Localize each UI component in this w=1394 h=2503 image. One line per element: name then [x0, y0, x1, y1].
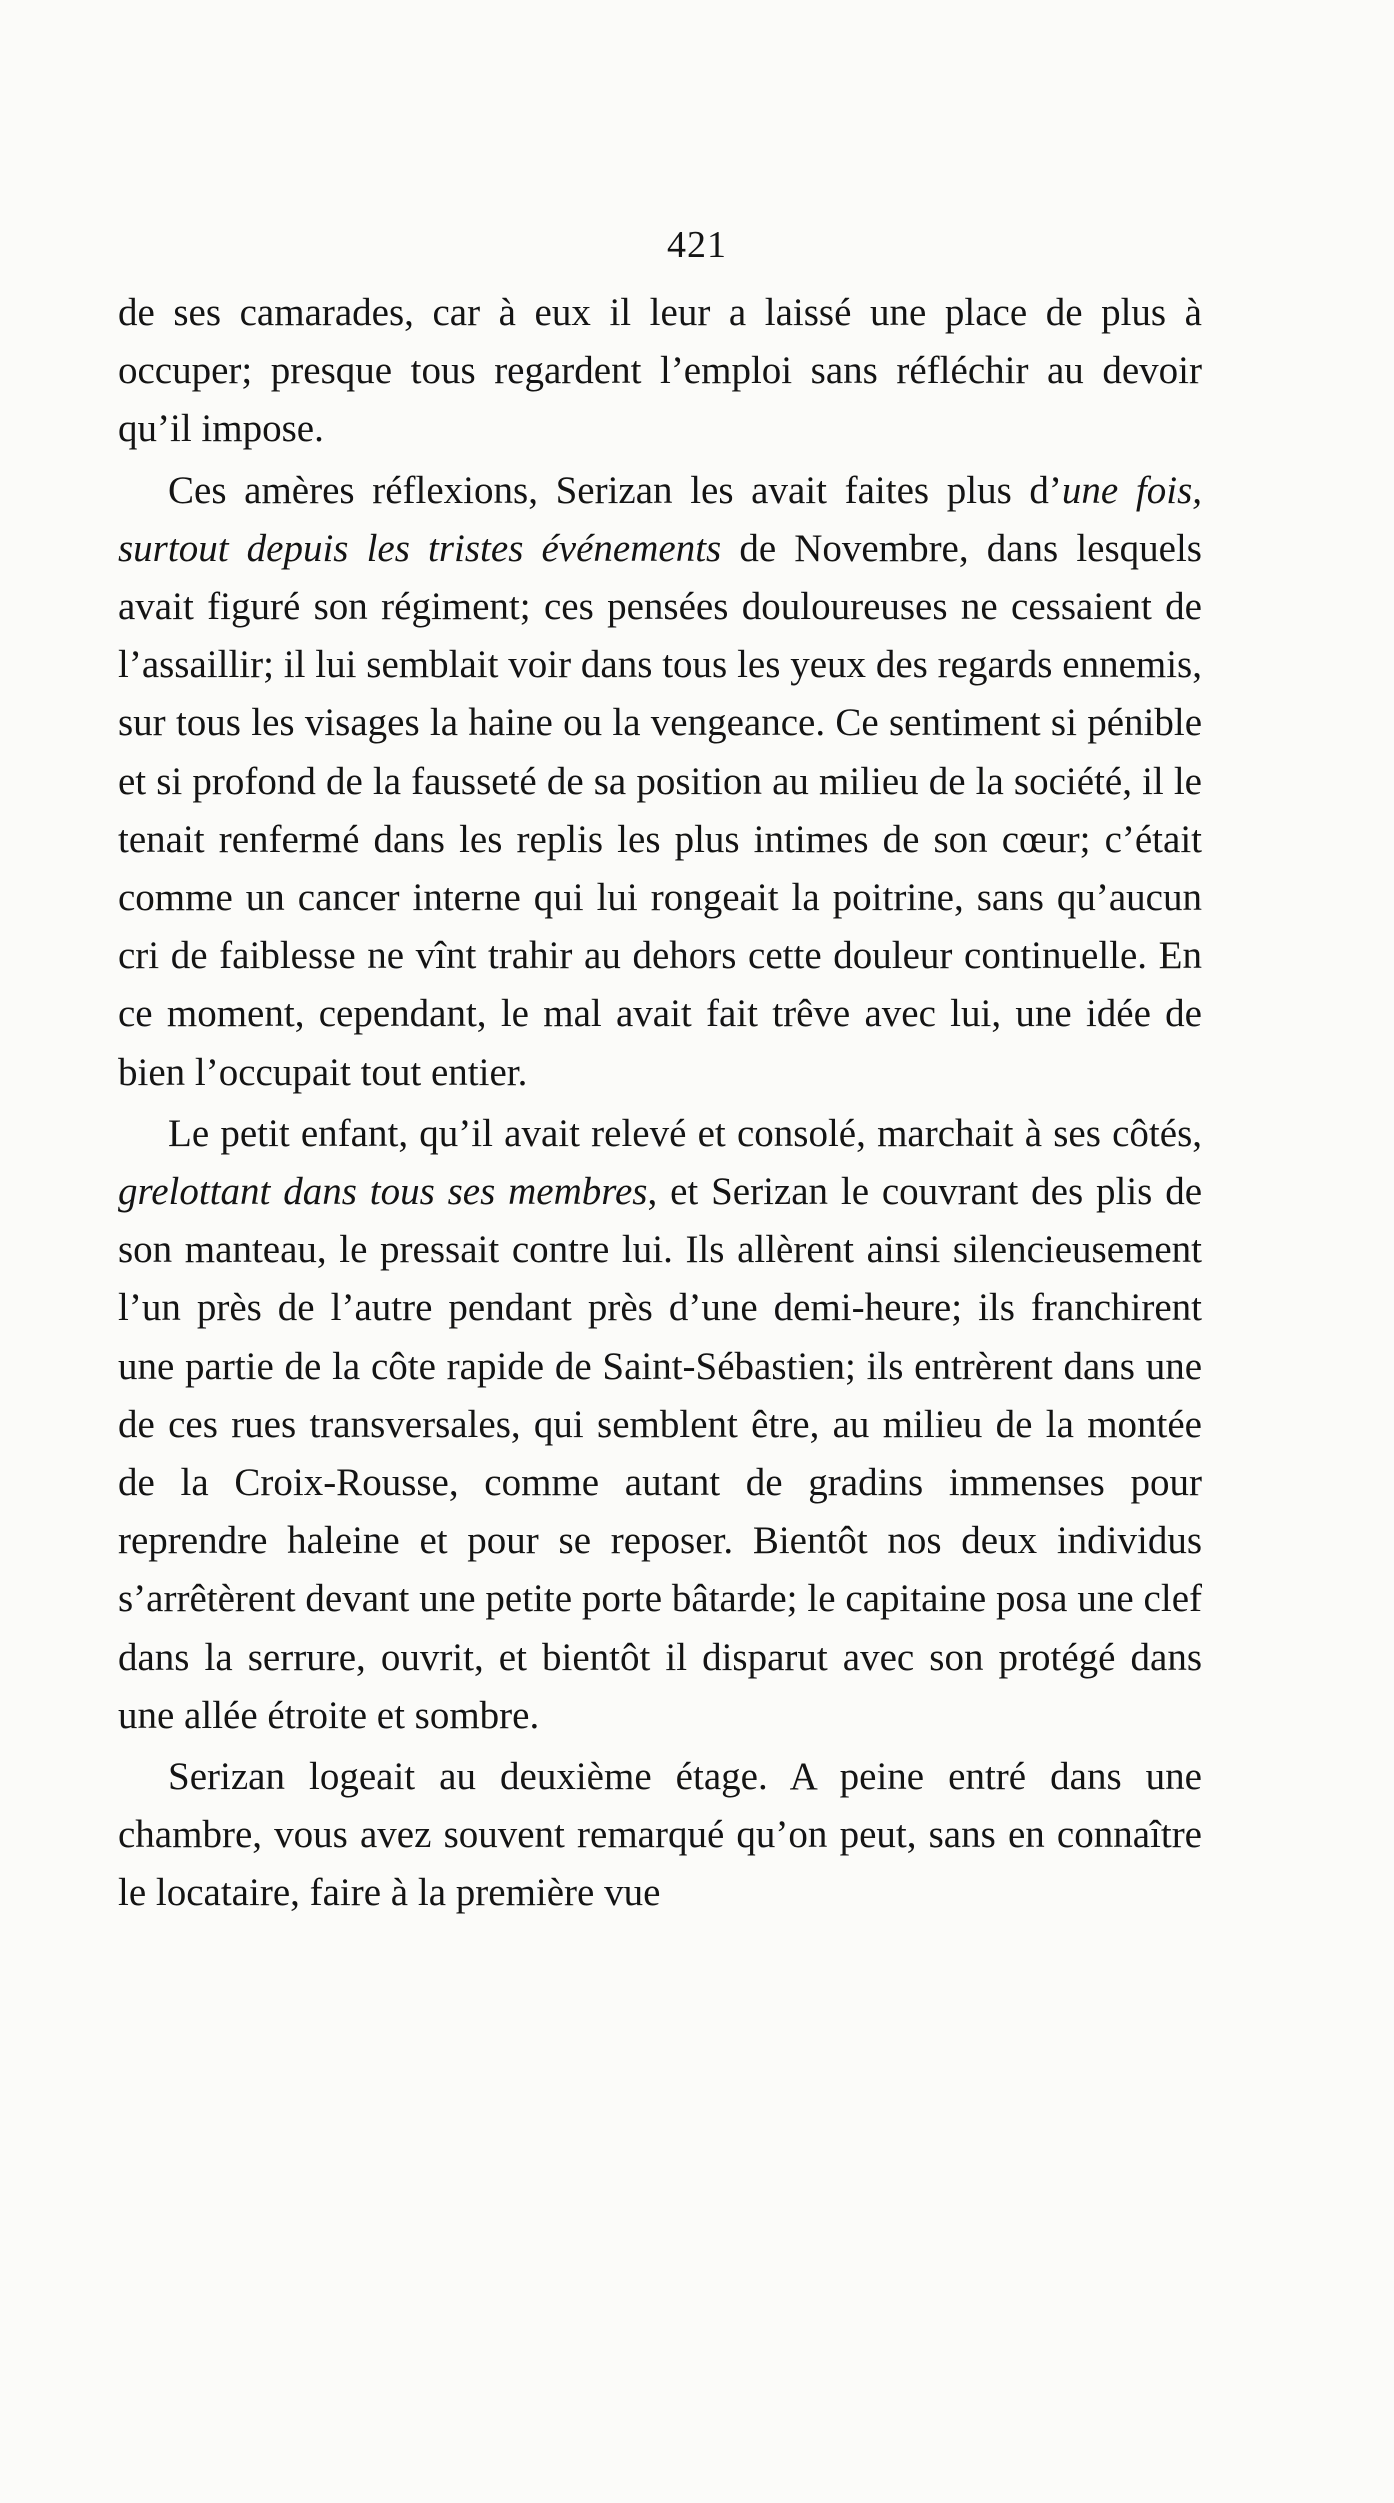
- paragraph-text-start: Le petit enfant, qu’il avait relevé et consolé, marchait à ses côtés,: [168, 1111, 1202, 1155]
- paragraph-text: Serizan logeait au deuxième étage. A peine entré dans une chambre, vous avez souvent remarqué qu’on peut, sans en connaître le locataire, faire à la première vue: [118, 1755, 1202, 1915]
- paragraph-reflections: [118, 462, 1202, 1102]
- paragraph-italic-phrase: grelottant dans tous ses membres: [118, 1170, 648, 1214]
- paragraph-continuation: [118, 284, 1202, 459]
- paragraph-text: de ses camarades, car à eux il leur a laissé une place de plus à occuper; presque tous regardent l’emploi sans réfléchir au devoir qu’il impose.: [118, 291, 1202, 451]
- body-text: [118, 284, 1202, 1923]
- paragraph-text-start: Ces amères réflexions, Serizan les avait faites plus d’: [168, 468, 1062, 512]
- paragraph-text-end: de Novembre, dans lesquels avait figuré son régiment; ces pensées douloureuses ne cessaient de l’assaillir; il lui semblait voir dans tous les yeux des regards ennemis, sur tous les visages la haine ou la vengeance. Ce sentiment si pénible et si profond de la fausseté de sa position au milieu de la société, il le tenait renfermé dans les replis les plus intimes de son cœur; c’était comme un cancer interne qui lui rongeait la poitrine, sans qu’aucun cri de faiblesse ne vînt trahir au dehors cette douleur continuelle. En ce moment, cependant, le mal avait fait trêve avec lui, une idée de bien l’occupait tout entier.: [118, 526, 1202, 1094]
- page-number: 421: [667, 224, 727, 266]
- paragraph-lodging: [118, 1748, 1202, 1923]
- paragraph-italic-phrase: une fois, surtout depuis les tristes événements: [118, 468, 1202, 570]
- paragraph-text-end: , et Serizan le couvrant des plis de son manteau, le pressait contre lui. Ils allèrent ainsi silencieusement l’un près de l’autre pendant près d’une demi-heure; ils franchirent une partie de la côte rapide de Saint-Sébastien; ils entrèrent dans une de ces rues transversales, qui semblent être, au milieu de la montée de la Croix-Rousse, comme autant de gradins immenses pour reprendre haleine et pour se reposer. Bientôt nos deux individus s’arrêtèrent devant une petite porte bâtarde; le capitaine posa une clef dans la serrure, ouvrit, et bientôt il disparut avec son protégé dans une allée étroite et sombre.: [118, 1170, 1203, 1737]
- paragraph-child: [118, 1105, 1202, 1745]
